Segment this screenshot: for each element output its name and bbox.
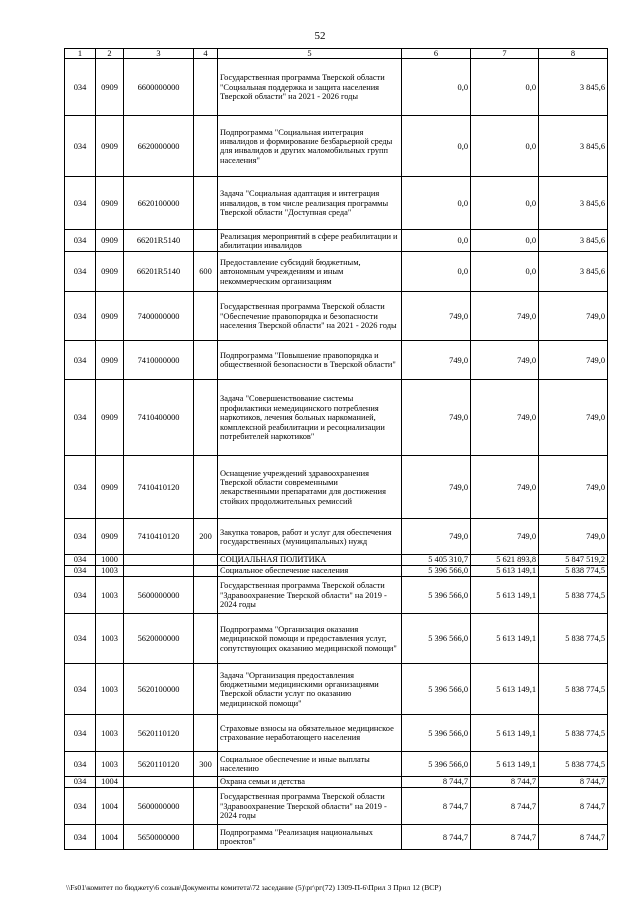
cell-target-article: 7410000000	[124, 341, 194, 380]
col-header: 3	[124, 49, 194, 59]
cell-amount-year-3: 749,0	[539, 341, 608, 380]
cell-ministry-code: 034	[65, 252, 96, 292]
cell-ministry-code: 034	[65, 292, 96, 341]
cell-target-article: 7410410120	[124, 456, 194, 519]
table-row	[65, 715, 608, 752]
cell-item-name: Подпрограмма "Организация оказания медицинской помощи и предоставления услуг, сопутствующих оказанию медицинской помощи"	[218, 614, 402, 664]
cell-expense-type	[194, 230, 218, 252]
cell-item-name: Оснащение учреждений здравоохранения Тверской области современными лекарственными препаратами для достижения стойких продолжительных ремиссий	[218, 456, 402, 519]
cell-ministry-code: 034	[65, 777, 96, 788]
cell-section-code: 1003	[96, 715, 124, 752]
col-header: 6	[402, 49, 471, 59]
cell-expense-type: 200	[194, 519, 218, 555]
table-row	[65, 456, 608, 519]
table-row	[65, 292, 608, 341]
cell-amount-year-2: 5 613 149,1	[471, 752, 539, 777]
cell-item-name: Предоставление субсидий бюджетным, автономным учреждениям и иным некоммерческим организациям	[218, 252, 402, 292]
cell-amount-year-3: 8 744,7	[539, 825, 608, 850]
cell-ministry-code: 034	[65, 59, 96, 116]
cell-amount-year-3: 5 847 519,2	[539, 555, 608, 566]
cell-ministry-code: 034	[65, 566, 96, 577]
cell-amount-year-2: 5 613 149,1	[471, 566, 539, 577]
cell-ministry-code: 034	[65, 555, 96, 566]
cell-item-name: Социальное обеспечение населения	[218, 566, 402, 577]
cell-amount-year-3: 3 845,6	[539, 252, 608, 292]
table-row	[65, 555, 608, 566]
cell-amount-year-1: 749,0	[402, 519, 471, 555]
cell-amount-year-1: 0,0	[402, 252, 471, 292]
table-body	[65, 59, 608, 850]
budget-table	[64, 48, 608, 850]
cell-ministry-code: 034	[65, 519, 96, 555]
cell-amount-year-3: 749,0	[539, 380, 608, 456]
cell-amount-year-2: 0,0	[471, 252, 539, 292]
table-row	[65, 825, 608, 850]
cell-amount-year-1: 5 396 566,0	[402, 577, 471, 614]
cell-amount-year-1: 0,0	[402, 230, 471, 252]
cell-amount-year-1: 5 396 566,0	[402, 566, 471, 577]
cell-amount-year-3: 749,0	[539, 456, 608, 519]
cell-target-article	[124, 777, 194, 788]
cell-amount-year-2: 8 744,7	[471, 825, 539, 850]
cell-amount-year-3: 5 838 774,5	[539, 715, 608, 752]
cell-section-code: 1003	[96, 664, 124, 715]
cell-ministry-code: 034	[65, 715, 96, 752]
col-header: 7	[471, 49, 539, 59]
cell-ministry-code: 034	[65, 177, 96, 230]
cell-section-code: 1004	[96, 788, 124, 825]
cell-item-name: Охрана семьи и детства	[218, 777, 402, 788]
cell-expense-type	[194, 555, 218, 566]
cell-section-code: 0909	[96, 116, 124, 177]
cell-target-article: 6620000000	[124, 116, 194, 177]
table-row	[65, 252, 608, 292]
table-row	[65, 380, 608, 456]
cell-amount-year-1: 5 405 310,7	[402, 555, 471, 566]
cell-expense-type	[194, 777, 218, 788]
cell-amount-year-2: 5 613 149,1	[471, 577, 539, 614]
cell-expense-type: 600	[194, 252, 218, 292]
cell-expense-type	[194, 116, 218, 177]
cell-expense-type	[194, 292, 218, 341]
cell-amount-year-1: 5 396 566,0	[402, 614, 471, 664]
cell-amount-year-3: 5 838 774,5	[539, 577, 608, 614]
cell-target-article: 5620100000	[124, 664, 194, 715]
cell-item-name: Государственная программа Тверской области "Здравоохранение Тверской области" на 2019 - 2024 годы	[218, 788, 402, 825]
cell-item-name: Реализация мероприятий в сфере реабилитации и абилитации инвалидов	[218, 230, 402, 252]
cell-amount-year-2: 8 744,7	[471, 788, 539, 825]
cell-amount-year-1: 8 744,7	[402, 825, 471, 850]
cell-amount-year-1: 0,0	[402, 116, 471, 177]
cell-section-code: 0909	[96, 252, 124, 292]
table-row	[65, 341, 608, 380]
cell-section-code: 1003	[96, 566, 124, 577]
cell-section-code: 1004	[96, 777, 124, 788]
cell-expense-type	[194, 177, 218, 230]
table-row	[65, 664, 608, 715]
cell-section-code: 0909	[96, 177, 124, 230]
cell-amount-year-2: 5 613 149,1	[471, 614, 539, 664]
cell-amount-year-3: 3 845,6	[539, 177, 608, 230]
table-row	[65, 788, 608, 825]
cell-item-name: Страховые взносы на обязательное медицинское страхование неработающего населения	[218, 715, 402, 752]
cell-item-name: Задача "Организация предоставления бюджетными медицинскими организациями Тверской области услуг по оказанию медицинской помощи"	[218, 664, 402, 715]
cell-target-article: 66201R5140	[124, 252, 194, 292]
cell-amount-year-3: 3 845,6	[539, 116, 608, 177]
cell-amount-year-2: 8 744,7	[471, 777, 539, 788]
cell-item-name: Закупка товаров, работ и услуг для обеспечения государственных (муниципальных) нужд	[218, 519, 402, 555]
cell-item-name: Задача "Совершенствование системы профилактики немедицинского потребления наркотиков, лечения больных наркоманией, комплексной реабилитации и ресоциализации потребителей наркотиков"	[218, 380, 402, 456]
cell-ministry-code: 034	[65, 788, 96, 825]
cell-ministry-code: 034	[65, 664, 96, 715]
cell-expense-type	[194, 614, 218, 664]
cell-item-name: Подпрограмма "Реализация национальных проектов"	[218, 825, 402, 850]
table-row	[65, 230, 608, 252]
cell-amount-year-2: 0,0	[471, 116, 539, 177]
cell-amount-year-1: 749,0	[402, 456, 471, 519]
cell-section-code: 1004	[96, 825, 124, 850]
cell-section-code: 0909	[96, 59, 124, 116]
cell-section-code: 0909	[96, 380, 124, 456]
cell-target-article	[124, 555, 194, 566]
cell-expense-type	[194, 566, 218, 577]
cell-target-article: 7400000000	[124, 292, 194, 341]
cell-amount-year-2: 5 613 149,1	[471, 715, 539, 752]
cell-ministry-code: 034	[65, 380, 96, 456]
cell-amount-year-1: 5 396 566,0	[402, 664, 471, 715]
cell-target-article: 5600000000	[124, 577, 194, 614]
col-header: 2	[96, 49, 124, 59]
page-number: 52	[314, 30, 326, 42]
cell-amount-year-1: 8 744,7	[402, 788, 471, 825]
cell-target-article: 66201R5140	[124, 230, 194, 252]
cell-section-code: 1000	[96, 555, 124, 566]
cell-item-name: Государственная программа Тверской области "Обеспечение правопорядка и безопасности населения Тверской области" на 2021 - 2026 годы	[218, 292, 402, 341]
cell-ministry-code: 034	[65, 341, 96, 380]
cell-section-code: 0909	[96, 341, 124, 380]
cell-amount-year-3: 749,0	[539, 519, 608, 555]
footer-file-path: \\Fs01\комитет по бюджету\6 созыв\Документы комитета\72 заседание (5)\рг\рг(72) 1309-П-6\Прил 3 Прил 12 (ВСР)	[66, 883, 442, 892]
cell-section-code: 0909	[96, 230, 124, 252]
cell-amount-year-2: 749,0	[471, 456, 539, 519]
table-row	[65, 577, 608, 614]
cell-item-name: Подпрограмма "Социальная интеграция инвалидов и формирование безбарьерной среды для инвалидов и других маломобильных групп населения"	[218, 116, 402, 177]
table-row	[65, 752, 608, 777]
table-row	[65, 59, 608, 116]
cell-expense-type	[194, 788, 218, 825]
cell-amount-year-3: 3 845,6	[539, 59, 608, 116]
table-row	[65, 614, 608, 664]
cell-amount-year-1: 5 396 566,0	[402, 715, 471, 752]
cell-amount-year-3: 5 838 774,5	[539, 566, 608, 577]
cell-amount-year-1: 749,0	[402, 341, 471, 380]
cell-expense-type	[194, 577, 218, 614]
cell-item-name: Социальное обеспечение и иные выплаты населению	[218, 752, 402, 777]
cell-item-name: Государственная программа Тверской области "Социальная поддержка и защита населения Тверской области" на 2021 - 2026 годы	[218, 59, 402, 116]
cell-target-article: 5600000000	[124, 788, 194, 825]
cell-section-code: 1003	[96, 577, 124, 614]
cell-amount-year-3: 8 744,7	[539, 777, 608, 788]
cell-amount-year-2: 5 613 149,1	[471, 664, 539, 715]
cell-amount-year-2: 0,0	[471, 177, 539, 230]
cell-section-code: 0909	[96, 292, 124, 341]
table-row	[65, 177, 608, 230]
cell-ministry-code: 034	[65, 752, 96, 777]
cell-amount-year-2: 749,0	[471, 380, 539, 456]
cell-target-article: 6620100000	[124, 177, 194, 230]
cell-amount-year-2: 749,0	[471, 341, 539, 380]
cell-ministry-code: 034	[65, 116, 96, 177]
cell-amount-year-1: 749,0	[402, 380, 471, 456]
cell-target-article: 6600000000	[124, 59, 194, 116]
cell-section-code: 1003	[96, 614, 124, 664]
cell-section-code: 1003	[96, 752, 124, 777]
col-header: 8	[539, 49, 608, 59]
col-header: 1	[65, 49, 96, 59]
cell-target-article: 5620000000	[124, 614, 194, 664]
cell-item-name: Государственная программа Тверской области "Здравоохранение Тверской области" на 2019 - 2024 годы	[218, 577, 402, 614]
table-row	[65, 566, 608, 577]
cell-section-code: 0909	[96, 519, 124, 555]
cell-expense-type	[194, 341, 218, 380]
cell-amount-year-3: 5 838 774,5	[539, 752, 608, 777]
table-row	[65, 116, 608, 177]
col-header: 4	[194, 49, 218, 59]
cell-amount-year-1: 0,0	[402, 59, 471, 116]
cell-amount-year-3: 3 845,6	[539, 230, 608, 252]
cell-expense-type	[194, 825, 218, 850]
cell-amount-year-3: 749,0	[539, 292, 608, 341]
cell-item-name: Подпрограмма "Повышение правопорядка и общественной безопасности в Тверской области"	[218, 341, 402, 380]
cell-amount-year-3: 5 838 774,5	[539, 614, 608, 664]
cell-target-article: 5620110120	[124, 752, 194, 777]
cell-target-article: 5620110120	[124, 715, 194, 752]
cell-amount-year-2: 0,0	[471, 59, 539, 116]
cell-amount-year-2: 5 621 893,8	[471, 555, 539, 566]
cell-expense-type	[194, 715, 218, 752]
cell-target-article: 7410400000	[124, 380, 194, 456]
cell-ministry-code: 034	[65, 456, 96, 519]
cell-ministry-code: 034	[65, 614, 96, 664]
cell-expense-type	[194, 59, 218, 116]
cell-amount-year-2: 0,0	[471, 230, 539, 252]
cell-amount-year-1: 8 744,7	[402, 777, 471, 788]
table-row	[65, 777, 608, 788]
cell-amount-year-3: 5 838 774,5	[539, 664, 608, 715]
cell-section-code: 0909	[96, 456, 124, 519]
cell-item-name: СОЦИАЛЬНАЯ ПОЛИТИКА	[218, 555, 402, 566]
cell-target-article	[124, 566, 194, 577]
cell-ministry-code: 034	[65, 577, 96, 614]
cell-expense-type	[194, 456, 218, 519]
cell-amount-year-3: 8 744,7	[539, 788, 608, 825]
cell-expense-type: 300	[194, 752, 218, 777]
col-header: 5	[218, 49, 402, 59]
cell-amount-year-1: 749,0	[402, 292, 471, 341]
table-row	[65, 519, 608, 555]
cell-ministry-code: 034	[65, 825, 96, 850]
cell-expense-type	[194, 380, 218, 456]
cell-target-article: 5650000000	[124, 825, 194, 850]
cell-ministry-code: 034	[65, 230, 96, 252]
cell-amount-year-1: 5 396 566,0	[402, 752, 471, 777]
cell-amount-year-1: 0,0	[402, 177, 471, 230]
cell-expense-type	[194, 664, 218, 715]
cell-item-name: Задача "Социальная адаптация и интеграция инвалидов, в том числе реализация программы Тверской области "Доступная среда"	[218, 177, 402, 230]
cell-amount-year-2: 749,0	[471, 519, 539, 555]
header-row	[65, 49, 608, 59]
cell-amount-year-2: 749,0	[471, 292, 539, 341]
cell-target-article: 7410410120	[124, 519, 194, 555]
